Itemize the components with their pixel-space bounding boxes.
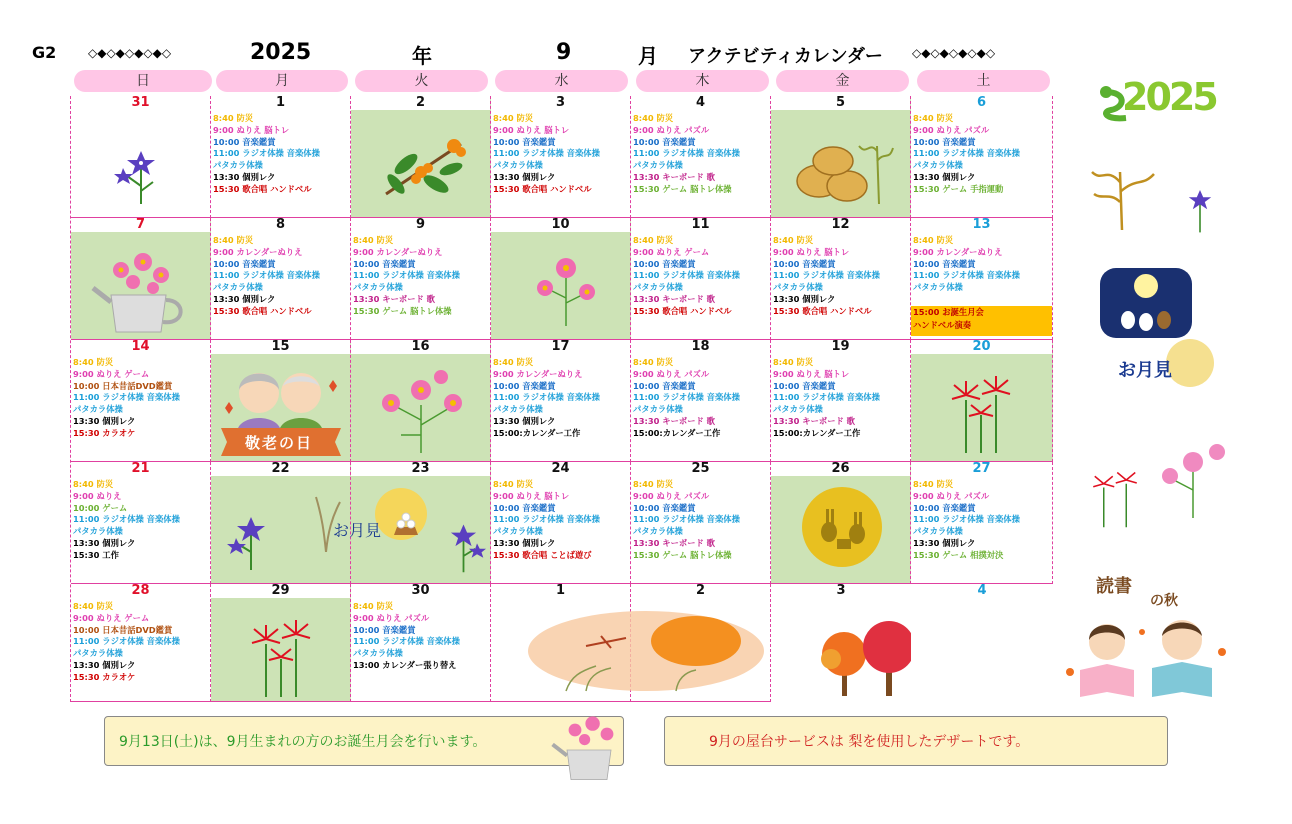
event-line: 8:40 防災 [213,113,254,123]
event-line: パタカラ体操 [73,404,123,415]
event-line: 10:00 音楽鑑賞 [633,502,696,513]
event-line: 13:00 カレンダー張り替え [353,659,457,670]
event-line: 9:00 ぬりえ ゲーム [73,612,150,623]
dango-icon [391,507,421,537]
event-list [633,357,769,440]
spider-lily-icon [241,609,321,699]
snake-icon [1096,82,1136,122]
otsukimi-label: お月見 [333,521,382,540]
event-list [353,601,489,672]
event-list [213,113,349,196]
event-line: 13:30 個別レク [773,293,836,304]
day-number: 1 [211,96,350,110]
event-line: 15:00:カレンダー工作 [493,427,581,438]
event-line: 9:00 ぬりえ 脳トレ [213,124,290,135]
event-line: 15:30 ゲーム 脳トレ体操 [353,305,452,316]
event-line: 13:30 個別レク [213,293,276,304]
event-list [493,113,629,196]
bellflower-icon [109,146,169,206]
event-line: パタカラ体操 [73,648,123,659]
event-line: 13:30 キーボード 歌 [773,415,855,426]
day-number: 23 [351,462,490,476]
weekday-sat: 土 [917,70,1050,92]
event-line: 15:00:カレンダー工作 [633,427,721,438]
event-line: 9:00 カレンダーぬりえ [493,368,583,379]
event-list [73,479,209,562]
day-cell [491,218,631,340]
event-line: 10:00 音楽鑑賞 [633,380,696,391]
day-number: 9 [351,218,490,232]
day-cell [771,96,911,218]
event-line: パタカラ体操 [633,282,683,293]
day-cell [71,340,211,462]
event-line: 15:00:カレンダー工作 [773,427,861,438]
day-number: 5 [771,96,910,110]
event-line: 11:00 ラジオ体操 音楽体操 [213,270,320,281]
event-line: パタカラ体操 [493,404,543,415]
day-number: 17 [491,340,630,354]
day-cell [911,340,1053,462]
day-number: 22 [211,462,350,476]
event-line: 10:00 音楽鑑賞 [353,624,416,635]
moon-rabbits-icon [799,484,885,570]
birthday-note [104,716,624,766]
day-number: 2 [631,584,770,598]
day-number: 15 [211,340,350,354]
event-line: 8:40 防災 [493,357,534,367]
event-line: パタカラ体操 [773,404,823,415]
event-line: 8:40 防災 [773,357,814,367]
weekday-thu: 木 [636,70,769,92]
event-line: 13:30 キーボード 歌 [353,293,435,304]
event-line: 13:30 個別レク [493,171,556,182]
day-cell [491,340,631,462]
bellflower-icon [1180,185,1220,235]
event-line: 15:30 ゲーム 相撲対決 [913,549,1004,560]
event-line: 13:30 キーボード 歌 [633,293,715,304]
day-number: 4 [911,584,1053,598]
event-line: パタカラ体操 [633,526,683,537]
event-line: 9:00 カレンダーぬりえ [353,246,443,257]
header-title: アクテビティカレンダー [688,46,883,67]
cosmos-icon [371,365,471,455]
event-line: 11:00 ラジオ体操 音楽体操 [773,392,880,403]
event-line: 10:00 音楽鑑賞 [633,258,696,269]
event-line: 10:00 音楽鑑賞 [773,258,836,269]
event-line: 11:00 ラジオ体操 音楽体操 [73,514,180,525]
event-line: 11:00 ラジオ体操 音楽体操 [913,148,1020,159]
event-line: 11:00 ラジオ体操 音楽体操 [633,270,740,281]
event-line: 8:40 防災 [213,235,254,245]
event-list [773,357,909,440]
event-line: 15:30 カラオケ [73,671,136,682]
event-line: 8:40 防災 [493,113,534,123]
event-line: 8:40 防災 [73,601,114,611]
day-cell [211,96,351,218]
rice-bales-icon [789,126,899,206]
keirou-label: 敬老の日 [245,434,314,452]
event-line: 13:30 キーボード 歌 [633,171,715,182]
day-cell [631,218,771,340]
dokusho-label: 読書 [1096,576,1132,597]
event-line: 15:30 歌合唱 ことば遊び [493,549,592,560]
day-cell [491,96,631,218]
event-list [633,479,769,562]
food-stall-note [664,716,1168,766]
day-number: 1 [491,584,630,598]
event-line: 11:00 ラジオ体操 音楽体操 [493,392,600,403]
event-line: 9:00 ぬりえ 脳トレ [773,368,850,379]
event-list [633,235,769,318]
event-line: 9:00 ぬりえ 脳トレ [493,124,570,135]
event-line: 10:00 音楽鑑賞 [913,502,976,513]
weekday-wed: 水 [495,70,628,92]
birthday-line: ハンドベル演奏 [913,320,972,330]
day-cell [771,584,911,702]
event-line: パタカラ体操 [633,404,683,415]
event-line: パタカラ体操 [493,526,543,537]
day-cell [771,340,911,462]
event-line: 13:30 個別レク [493,415,556,426]
day-cell [211,340,351,462]
event-list [73,601,209,684]
event-line: 9:00 ぬりえ [73,490,122,501]
event-line: 8:40 防災 [633,479,674,489]
event-line: 10:00 音楽鑑賞 [493,136,556,147]
night-rabbits-icon [1100,268,1192,338]
event-line: 15:30 工作 [73,549,119,560]
event-line: 9:00 ぬりえ パズル [633,490,710,501]
day-cell [771,462,911,584]
event-line: 13:30 個別レク [913,171,976,182]
event-list [73,357,209,440]
event-line: 10:00 日本昔話DVD鑑賞 [73,380,173,391]
day-cell [71,462,211,584]
event-line: 11:00 ラジオ体操 音楽体操 [633,148,740,159]
event-line: 15:30 カラオケ [73,427,136,438]
event-line: パタカラ体操 [633,160,683,171]
event-line: 10:00 日本昔話DVD鑑賞 [73,624,173,635]
event-line: 9:00 カレンダーぬりえ [213,246,303,257]
bellflower-icon [441,517,486,577]
day-number: 21 [71,462,210,476]
day-cell [631,96,771,218]
event-line: パタカラ体操 [73,526,123,537]
day-number: 3 [771,584,911,598]
day-cell [351,340,491,462]
event-line: 11:00 ラジオ体操 音楽体操 [493,148,600,159]
birthday-line: 15:00 お誕生月会 [913,307,984,317]
event-line: 9:00 ぬりえ パズル [353,612,430,623]
event-line: 11:00 ラジオ体操 音楽体操 [493,514,600,525]
event-line: 13:30 個別レク [493,537,556,548]
event-line: 10:00 音楽鑑賞 [493,380,556,391]
event-line: 11:00 ラジオ体操 音楽体操 [353,270,460,281]
event-line: 8:40 防災 [913,113,954,123]
event-line: 13:30 個別レク [213,171,276,182]
side-year-label: 2025 [1122,75,1216,119]
event-line: 10:00 音楽鑑賞 [353,258,416,269]
weekday-mon: 月 [216,70,348,92]
day-number: 3 [491,96,630,110]
day-number: 26 [771,462,910,476]
header-deco-left: ◇◆◇◆◇◆◇◆◇ [88,46,172,60]
day-number: 13 [911,218,1052,232]
event-line: 10:00 音楽鑑賞 [913,136,976,147]
sunset-dragonfly-icon [526,606,766,696]
calendar-header [0,40,1292,70]
event-line: パタカラ体操 [913,160,963,171]
event-line: 11:00 ラジオ体操 音楽体操 [73,636,180,647]
day-cell [71,218,211,340]
birthday-event [911,306,1052,336]
day-number: 12 [771,218,910,232]
day-cell [211,218,351,340]
event-line: パタカラ体操 [773,282,823,293]
event-line: パタカラ体操 [913,526,963,537]
event-line: 8:40 防災 [633,235,674,245]
event-line: パタカラ体操 [213,282,263,293]
event-line: 15:30 ゲーム 脳トレ体操 [633,183,732,194]
event-list [913,235,1051,294]
no-aki-label: の秋 [1150,593,1178,609]
event-line: 15:30 歌合唱 ハンドベル [213,305,312,316]
day-number: 31 [71,96,210,110]
day-number: 10 [491,218,630,232]
day-number: 30 [351,584,490,598]
day-number: 2 [351,96,490,110]
event-line: 11:00 ラジオ体操 音楽体操 [773,270,880,281]
day-number: 25 [631,462,770,476]
watering-can-flowers-icon [91,240,191,335]
header-year: 2025 [250,40,312,65]
day-number: 11 [631,218,770,232]
weekday-tue: 火 [355,70,488,92]
event-line: パタカラ体操 [353,282,403,293]
cosmos-icon [1155,440,1230,520]
event-line: 10:00 音楽鑑賞 [493,502,556,513]
day-cell [351,218,491,340]
day-number: 20 [911,340,1052,354]
event-line: 15:30 歌合唱 ハンドベル [213,183,312,194]
event-line: 10:00 ゲーム [73,502,128,513]
header-month: 9 [556,40,572,65]
day-number: 4 [631,96,770,110]
rice-plant-icon [1082,152,1162,232]
event-line: 9:00 ぬりえ ゲーム [73,368,150,379]
day-cell [631,340,771,462]
event-line: 8:40 防災 [493,479,534,489]
day-cell [351,584,491,702]
event-line: 15:30 ゲーム 脳トレ体操 [633,549,732,560]
day-cell [491,462,631,584]
day-cell [911,96,1053,218]
event-line: 10:00 音楽鑑賞 [213,136,276,147]
day-cell [211,584,351,702]
event-list [633,113,769,196]
day-number: 7 [71,218,210,232]
event-line: パタカラ体操 [913,282,963,293]
children-reading-icon [1062,612,1232,702]
weekday-fri: 金 [776,70,909,92]
event-line: 8:40 防災 [913,479,954,489]
event-line: 15:30 歌合唱 ハンドベル [633,305,732,316]
event-line: 8:40 防災 [633,113,674,123]
event-list [773,235,909,318]
day-number: 16 [351,340,490,354]
day-number: 19 [771,340,910,354]
event-line: 13:30 個別レク [73,537,136,548]
event-line: 9:00 カレンダーぬりえ [913,246,1003,257]
event-line: パタカラ体操 [493,160,543,171]
side-otsukimi-label: お月見 [1118,360,1172,381]
event-line: 9:00 ぬりえ パズル [913,124,990,135]
event-line: 13:30 キーボード 歌 [633,537,715,548]
event-line: 13:30 個別レク [913,537,976,548]
weekday-sun: 日 [74,70,212,92]
day-cell [71,584,211,702]
calendar-grid [70,96,1053,702]
event-list [353,235,489,318]
spider-lily-icon [1085,455,1145,535]
food-stall-note-text: 9月の屋台サービスは 梨を使用したデザートです。 [709,734,1030,750]
event-line: 9:00 ぬりえ ゲーム [633,246,710,257]
header-gatsu: 月 [638,44,658,68]
header-deco-right: ◇◆◇◆◇◆◇◆◇ [912,46,996,60]
watering-can-flowers-icon [548,706,634,782]
event-line: 10:00 音楽鑑賞 [913,258,976,269]
day-number: 28 [71,584,210,598]
event-line: 11:00 ラジオ体操 音楽体操 [213,148,320,159]
event-line: パタカラ体操 [353,648,403,659]
event-line: 11:00 ラジオ体操 音楽体操 [913,514,1020,525]
event-line: 13:30 個別レク [73,415,136,426]
event-line: 13:30 個別レク [73,659,136,670]
event-list [493,479,629,562]
event-line: 9:00 ぬりえ 脳トレ [493,490,570,501]
event-line: 9:00 ぬりえ パズル [633,368,710,379]
day-number: 24 [491,462,630,476]
event-line: 11:00 ラジオ体操 音楽体操 [913,270,1020,281]
event-line: 10:00 音楽鑑賞 [773,380,836,391]
event-line: パタカラ体操 [213,160,263,171]
day-cell [911,584,1053,702]
event-line: 8:40 防災 [353,601,394,611]
event-line: 8:40 防災 [773,235,814,245]
event-line: 9:00 ぬりえ パズル [913,490,990,501]
day-cell [631,462,771,584]
event-line: 10:00 音楽鑑賞 [633,136,696,147]
day-cell [771,218,911,340]
day-number: 27 [911,462,1052,476]
event-line: 11:00 ラジオ体操 音楽体操 [73,392,180,403]
event-line: 8:40 防災 [633,357,674,367]
event-line: 9:00 ぬりえ 脳トレ [773,246,850,257]
bellflower-icon [226,512,276,572]
event-line: 10:00 音楽鑑賞 [213,258,276,269]
event-line: 15:30 歌合唱 ハンドベル [493,183,592,194]
event-line: 15:30 歌合唱 ハンドベル [773,305,872,316]
event-line: 11:00 ラジオ体操 音楽体操 [633,392,740,403]
group-code: G2 [32,43,57,62]
cosmos-icon [531,248,601,328]
header-nen: 年 [412,44,432,68]
osmanthus-icon [376,124,476,209]
event-list [213,235,349,318]
event-line: 13:30 キーボード 歌 [633,415,715,426]
event-line: 9:00 ぬりえ パズル [633,124,710,135]
day-cell [911,462,1053,584]
autumn-trees-icon [816,619,911,699]
event-list [913,479,1051,562]
event-line: 8:40 防災 [913,235,954,245]
event-line: 8:40 防災 [353,235,394,245]
day-number: 14 [71,340,210,354]
day-number: 6 [911,96,1052,110]
event-line: 8:40 防災 [73,479,114,489]
day-cell [351,96,491,218]
event-line: 15:30 ゲーム 手指運動 [913,183,1004,194]
day-cell [211,462,351,584]
event-line: 11:00 ラジオ体操 音楽体操 [353,636,460,647]
day-number: 8 [211,218,350,232]
event-line: 8:40 防災 [73,357,114,367]
day-cell [71,96,211,218]
event-list [913,113,1051,196]
spider-lily-icon [941,365,1021,455]
day-cell [911,218,1053,340]
birthday-note-text: 9月13日(土)は、9月生まれの方のお誕生月会を行います。 [119,734,487,750]
day-number: 18 [631,340,770,354]
day-number: 29 [211,584,350,598]
event-list [493,357,629,440]
event-line: 11:00 ラジオ体操 音楽体操 [633,514,740,525]
